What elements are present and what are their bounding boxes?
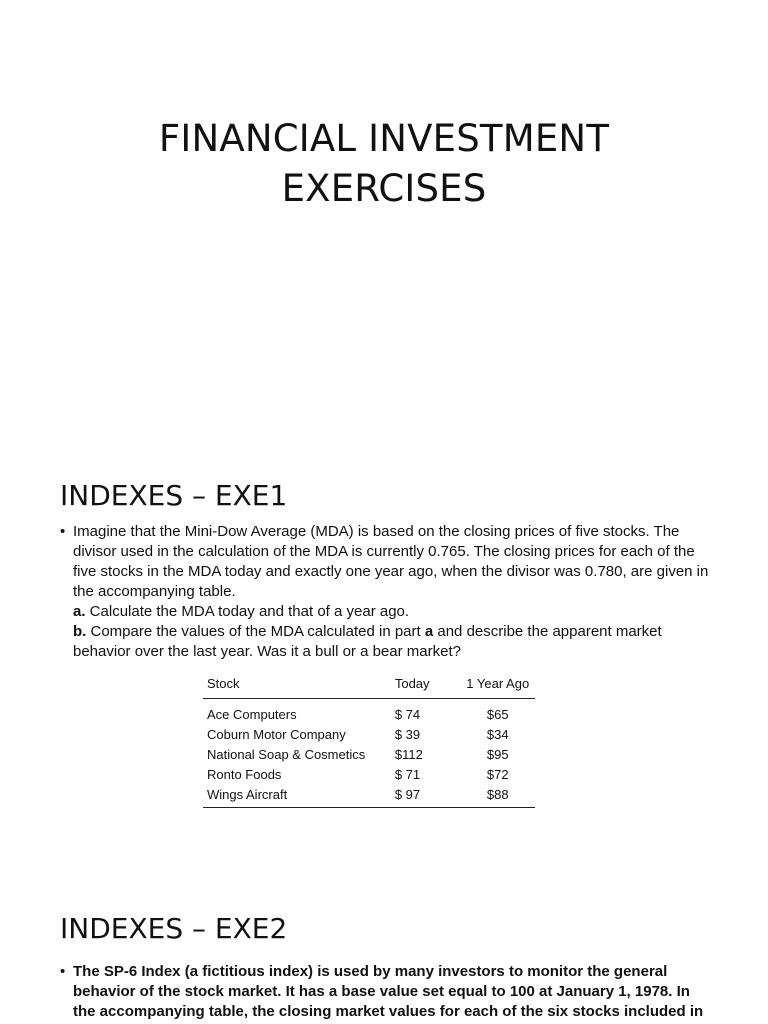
part-b-text-1: Compare the values of the MDA calculated in part	[86, 623, 425, 640]
year-ago-price-cell: $65	[486, 706, 509, 722]
today-price-cell: $ 97	[391, 784, 461, 808]
today-price-cell: $ 74	[394, 706, 421, 722]
exercise-2-slide	[0, 880, 768, 1024]
main-title-line-1: FINANCIAL INVESTMENT	[158, 117, 610, 160]
part-b-ref: a	[424, 623, 434, 640]
stock-name-cell: Wings Aircraft	[203, 784, 391, 808]
stock-name-cell: Ace Computers	[207, 706, 297, 722]
table-row	[203, 784, 535, 808]
column-header-today: Today	[391, 672, 461, 699]
part-b-label: b.	[73, 623, 87, 640]
table-header-row	[203, 672, 535, 699]
exercise-1-slide	[0, 440, 768, 880]
year-ago-price-cell: $34	[486, 726, 509, 742]
exercise-1-heading: INDEXES – EXE1	[60, 479, 288, 512]
bullet-marker: •	[60, 523, 66, 540]
part-a-text: Calculate the MDA today and that of a year ago.	[85, 603, 410, 620]
column-header-year-ago: 1 Year Ago	[460, 672, 535, 699]
exercise-2-intro: The SP-6 Index (a fictitious index) is used by many investors to monitor the general behavior of the stock market. It has a base value set equal to 100 at January 1, 1978. In the accompanying table, the closing market values for each of the six stocks included in	[73, 963, 704, 1020]
exercise-2-body	[60, 962, 710, 1022]
exercise-2-text	[73, 962, 710, 1022]
table-row	[203, 764, 535, 784]
today-price-cell: $ 71	[394, 766, 421, 782]
year-ago-price-cell: $72	[486, 766, 509, 782]
exercise-2-heading: INDEXES – EXE2	[60, 912, 288, 945]
bullet-marker: •	[60, 963, 66, 980]
part-b-text-2: and describe the apparent market behavior over the last year. Was it a bull or a bear market?	[73, 623, 662, 660]
table-row	[203, 699, 535, 725]
main-title	[0, 114, 768, 214]
part-a-label: a.	[73, 603, 86, 620]
table-row	[203, 724, 535, 744]
title-slide	[0, 0, 768, 440]
stock-price-table	[203, 672, 535, 808]
year-ago-price-cell: $88	[460, 784, 535, 808]
today-price-cell: $112	[394, 746, 423, 762]
exercise-1-part-b	[73, 622, 710, 662]
exercise-1-text	[73, 522, 710, 662]
main-title-line-2: EXERCISES	[281, 167, 487, 210]
stock-name-cell: Ronto Foods	[207, 766, 282, 782]
exercise-1-body	[60, 522, 710, 662]
year-ago-price-cell: $95	[486, 746, 509, 762]
stock-name-cell: Coburn Motor Company	[207, 726, 346, 742]
column-header-stock: Stock	[203, 672, 391, 699]
stock-name-cell: National Soap & Cosmetics	[207, 746, 366, 762]
exercise-2-bullet	[60, 962, 710, 1022]
exercise-1-bullet	[60, 522, 710, 662]
exercise-1-part-a	[73, 602, 710, 622]
today-price-cell: $ 39	[394, 726, 421, 742]
exercise-1-intro: Imagine that the Mini-Dow Average (MDA) is based on the closing prices of five stocks. The divisor used in the calculation of the MDA is currently 0.765. The closing prices for each of the five stocks in the MDA today and exactly one year ago, when the divisor was 0.780, are given in the accompanying table.	[73, 523, 709, 600]
table-row	[203, 744, 535, 764]
